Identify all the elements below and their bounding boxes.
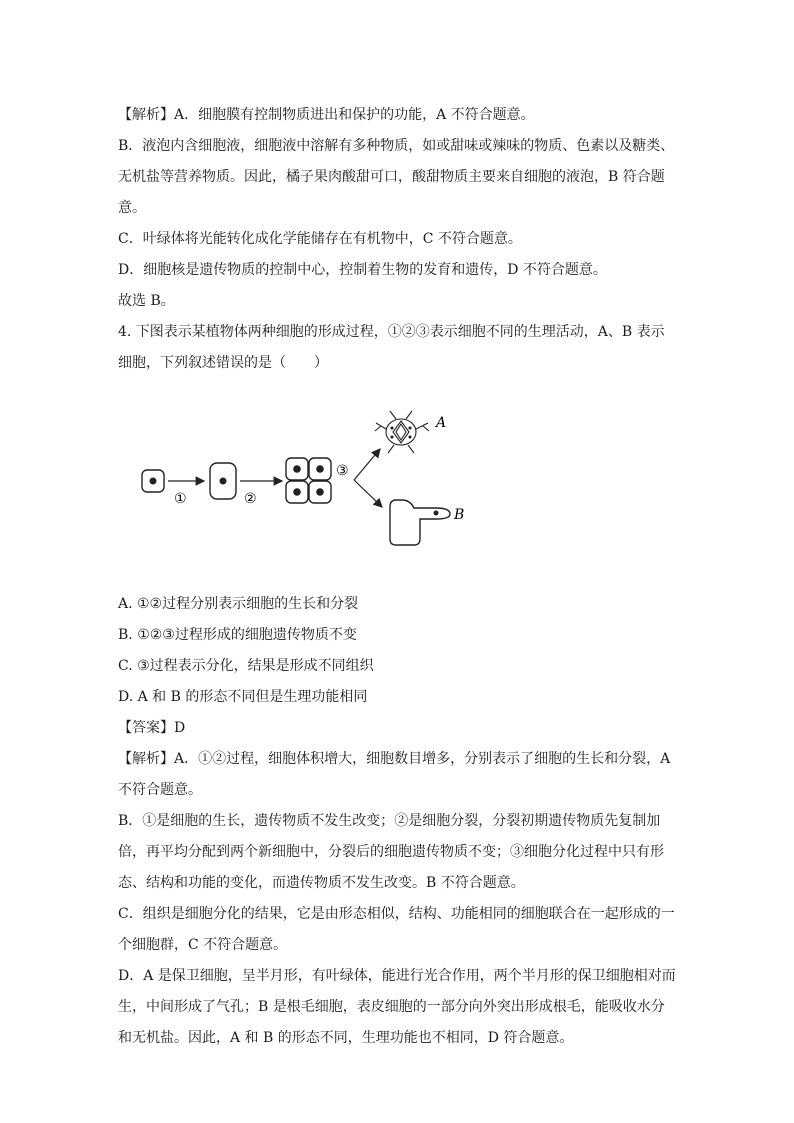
option-d: D. A 和 B 的形态不同但是生理功能相同 [118, 689, 368, 705]
analysis-a: 【解析】A．①②过程，细胞体积增大，细胞数目增多，分别表示了细胞的生长和分裂，A 不符合题意。 [118, 751, 675, 798]
root-hair-nucleus [434, 511, 439, 516]
prev-analysis-d: D．细胞核是遗传物质的控制中心，控制着生物的发育和遗传，D 不符合题意。 [118, 262, 607, 278]
step-2-label: ② [244, 491, 257, 507]
prev-conclusion: 故选 B。 [118, 293, 175, 309]
prev-analysis-c: C．叶绿体将光能转化成化学能储存在有机物中，C 不符合题意。 [118, 231, 522, 247]
arrow-3a [354, 449, 380, 480]
step-1-label: ① [174, 491, 187, 507]
question-stem: 4. 下图表示某植物体两种细胞的形成过程，①②③表示细胞不同的生理活动，A、B 表示细胞，下列叙述错误的是（ ） [118, 324, 665, 371]
divided-cells [286, 458, 331, 503]
root-hair-cell-b [390, 500, 450, 545]
guard-cell-a [375, 411, 429, 453]
analysis-b: B．①是细胞的生长，遗传物质不发生改变；②是细胞分裂，分裂初期遗传物质先复制加倍，再平均分配到两个新细胞中，分裂后的细胞遗传物质不变；③细胞分化过程中只有形态、结构和功能的变化，而遗传物质不发生改变。B 不符合题意。 [118, 813, 664, 891]
document-page [118, 100, 678, 1054]
diagram-svg [118, 379, 678, 589]
cell-formation-diagram [118, 379, 678, 589]
cell-b-label: B [454, 507, 465, 523]
cell-a-label: A [436, 415, 447, 431]
answer: 【答案】D [118, 720, 186, 736]
grown-cell [210, 463, 236, 499]
analysis-c: C．组织是细胞分化的结果，它是由形态相似，结构、功能相同的细胞联合在一起形成的一个细胞群，C 不符合题意。 [118, 906, 675, 953]
small-cell [142, 470, 164, 492]
prev-analysis-a: 【解析】A．细胞膜有控制物质进出和保护的功能，A 不符合题意。 [118, 107, 535, 123]
option-b: B. ①②③过程形成的细胞遗传物质不变 [118, 627, 357, 643]
arrow-3b [354, 480, 382, 507]
analysis-d: D．A 是保卫细胞，呈半月形，有叶绿体，能进行光合作用，两个半月形的保卫细胞相对而生，中间形成了气孔；B 是根毛细胞，表皮细胞的一部分向外突出形成根毛，能吸收水分和无机盐。因此，A 和 B 的形态不同，生理功能也不相同，D 符合题意。 [118, 968, 676, 1046]
option-a: A. ①②过程分别表示细胞的生长和分裂 [118, 596, 359, 612]
prev-analysis-b: B．液泡内含细胞液，细胞液中溶解有多种物质，如或甜味或辣味的物质、色素以及糖类、无机盐等营养物质。因此，橘子果肉酸甜可口，酸甜物质主要来自细胞的液泡，B 符合题意。 [118, 138, 675, 216]
option-c: C. ③过程表示分化，结果是形成不同组织 [118, 658, 374, 674]
step-3-label: ③ [336, 463, 349, 479]
